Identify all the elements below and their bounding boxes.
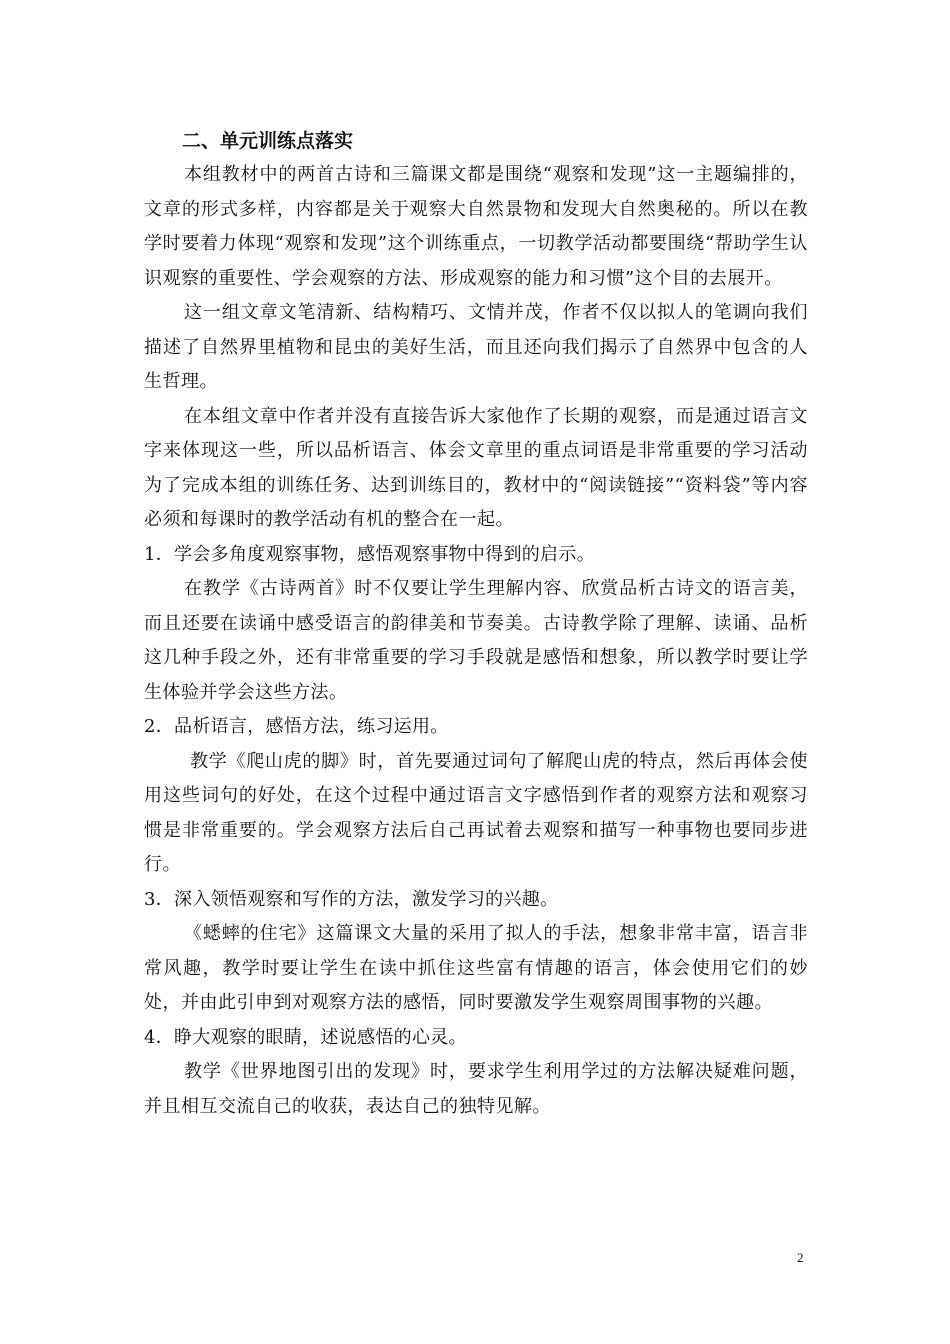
item-2-title: 2．品析语言，感悟方法，练习运用。 — [144, 716, 449, 737]
item-1-title: 1．学会多角度观察事物，感悟观察事物中得到的启示。 — [144, 543, 595, 565]
item-1-body: 在教学《古诗两首》时不仅要让学生理解内容、欣赏品析古诗文的语言美，而且还要在读诵中感受语言的韵律美和节奏美。古诗教学除了理解、读诵、品析这几种手段之外，还有非常重要的学习手段就是感悟和想象，所以教学时要让学生体验并学会这些方法。 — [144, 578, 808, 703]
page-number: 2 — [797, 1250, 804, 1265]
paragraph-3: 在本组文章中作者并没有直接告诉大家他作了长期的观察，而是通过语言文字来体现这一些，所以品析语言、体会文章里的重点词语是非常重要的学习活动为了完成本组的训练任务、达到训练目的，教材中的“阅读链接”“资料袋”等内容必须和每课时的教学活动有机的整合在一起。 — [144, 405, 808, 530]
item-3-title: 3．深入领悟观察和写作的方法，激发学习的兴趣。 — [144, 888, 559, 910]
item-2-body: 教学《爬山虎的脚》时，首先要通过词句了解爬山虎的特点，然后再体会使用这些词句的好处，在这个过程中通过语言文字感悟到作者的观察方法和观察习惯是非常重要的。学会观察方法后自己再试着去观察和描写一种事物也要同步进行。 — [144, 750, 808, 875]
section-heading: 二、单元训练点落实 — [182, 130, 354, 152]
item-4-title: 4．睁大观察的眼睛，述说感悟的心灵。 — [144, 1026, 467, 1048]
page-content — [144, 124, 808, 1124]
paragraph-2: 这一组文章文笔清新、结构精巧、文情并茂，作者不仅以拟人的笔调向我们描述了自然界里植物和昆虫的美好生活，而且还向我们揭示了自然界中包含的人生哲理。 — [144, 302, 808, 392]
item-3-body: 《蟋蟀的住宅》这篇课文大量的采用了拟人的手法，想象非常丰富，语言非常风趣，教学时要让学生在读中抓住这些富有情趣的语言，体会使用它们的妙处，并由此引申到对观察方法的感悟，同时要激发学生观察周围事物的兴趣。 — [144, 923, 808, 1013]
paragraph-1: 本组教材中的两首古诗和三篇课文都是围绕“观察和发现”这一主题编排的，文章的形式多样，内容都是关于观察大自然景物和发现大自然奥秘的。所以在教学时要着力体现“观察和发现”这个训练重点，一切教学活动都要围绕“帮助学生认识观察的重要性、学会观察的方法、形成观察的能力和习惯”这个目的去展开。 — [144, 164, 808, 289]
item-4-body: 教学《世界地图引出的发现》时，要求学生利用学过的方法解决疑难问题，并且相互交流自己的收获，表达自己的独特见解。 — [144, 1061, 808, 1117]
